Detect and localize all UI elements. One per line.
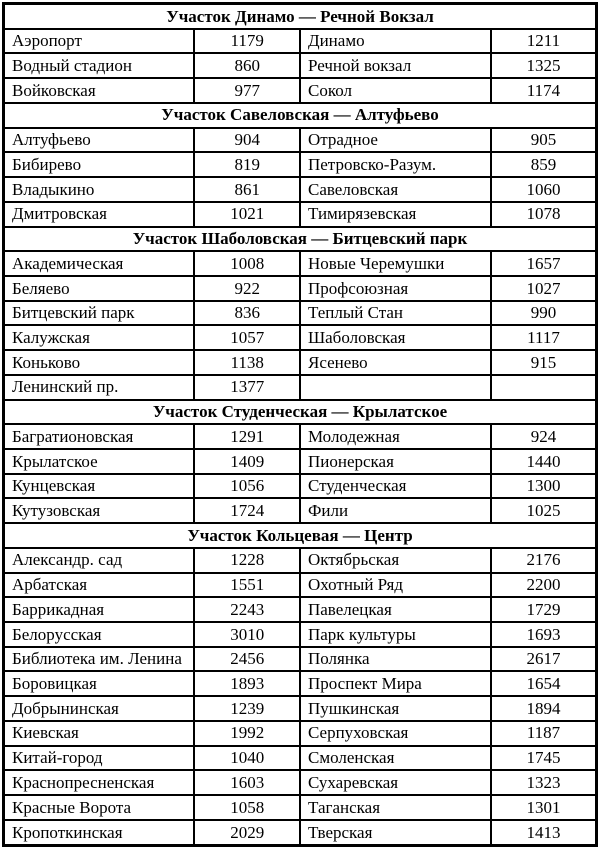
station-name-cell: Савеловская xyxy=(300,177,491,202)
station-row xyxy=(4,53,597,78)
station-name-cell: Дмитровская xyxy=(4,202,195,227)
station-row xyxy=(4,622,597,647)
station-name-cell: Сухаревская xyxy=(300,770,491,795)
passenger-count-cell: 1027 xyxy=(491,276,597,301)
station-row xyxy=(4,696,597,721)
section-header-row xyxy=(4,400,597,425)
station-row xyxy=(4,29,597,54)
passenger-count-cell: 1174 xyxy=(491,78,597,103)
station-row xyxy=(4,202,597,227)
passenger-count-cell: 1239 xyxy=(194,696,300,721)
station-name-cell: Кунцевская xyxy=(4,474,195,499)
passenger-count-cell: 861 xyxy=(194,177,300,202)
station-name-cell: Крылатское xyxy=(4,449,195,474)
station-name-cell: Пионерская xyxy=(300,449,491,474)
station-row xyxy=(4,424,597,449)
station-name-cell: Арбатская xyxy=(4,573,195,598)
passenger-count-cell: 1323 xyxy=(491,770,597,795)
station-name-cell: Таганская xyxy=(300,795,491,820)
passenger-count-cell: 860 xyxy=(194,53,300,78)
station-name-cell: Кутузовская xyxy=(4,498,195,523)
passenger-count-cell: 2617 xyxy=(491,647,597,672)
passenger-count-cell: 977 xyxy=(194,78,300,103)
station-name-cell: Ленинский пр. xyxy=(4,375,195,400)
station-name-cell: Владыкино xyxy=(4,177,195,202)
section-header-row xyxy=(4,4,597,29)
section-header-row xyxy=(4,103,597,128)
passenger-count-cell: 905 xyxy=(491,128,597,153)
station-name-cell: Баррикадная xyxy=(4,597,195,622)
station-row xyxy=(4,375,597,400)
station-name-cell: Кропоткинская xyxy=(4,820,195,846)
station-name-cell: Полянка xyxy=(300,647,491,672)
station-name-cell: Пушкинская xyxy=(300,696,491,721)
station-name-cell: Ясенево xyxy=(300,350,491,375)
passenger-count-cell: 1551 xyxy=(194,573,300,598)
station-name-cell: Тимирязевская xyxy=(300,202,491,227)
station-name-cell: Проспект Мира xyxy=(300,671,491,696)
passenger-count-cell: 1058 xyxy=(194,795,300,820)
station-name-cell: Войковская xyxy=(4,78,195,103)
passenger-count-cell: 1060 xyxy=(491,177,597,202)
section-header-row xyxy=(4,523,597,548)
station-name-cell: Отрадное xyxy=(300,128,491,153)
passenger-count-cell: 1745 xyxy=(491,746,597,771)
passenger-count-cell: 1117 xyxy=(491,325,597,350)
passenger-count-cell: 1228 xyxy=(194,548,300,573)
passenger-count-cell: 1377 xyxy=(194,375,300,400)
passenger-count-cell: 1603 xyxy=(194,770,300,795)
station-row xyxy=(4,721,597,746)
station-row xyxy=(4,671,597,696)
station-name-cell: Шаболовская xyxy=(300,325,491,350)
station-row xyxy=(4,449,597,474)
passenger-count-cell: 2029 xyxy=(194,820,300,846)
station-name-cell: Молодежная xyxy=(300,424,491,449)
passenger-count-cell: 1300 xyxy=(491,474,597,499)
passenger-count-cell: 1654 xyxy=(491,671,597,696)
passenger-count-cell: 1729 xyxy=(491,597,597,622)
passenger-count-cell: 1325 xyxy=(491,53,597,78)
passenger-count-cell: 1040 xyxy=(194,746,300,771)
passenger-count-cell xyxy=(491,375,597,400)
station-row xyxy=(4,498,597,523)
station-row xyxy=(4,251,597,276)
passenger-count-cell: 1440 xyxy=(491,449,597,474)
station-row xyxy=(4,795,597,820)
section-header-row xyxy=(4,227,597,252)
station-name-cell: Академическая xyxy=(4,251,195,276)
station-name-cell: Студенческая xyxy=(300,474,491,499)
station-row xyxy=(4,301,597,326)
passenger-count-cell: 1413 xyxy=(491,820,597,846)
passenger-count-cell: 1021 xyxy=(194,202,300,227)
station-row xyxy=(4,78,597,103)
passenger-count-cell: 1894 xyxy=(491,696,597,721)
station-name-cell: Битцевский парк xyxy=(4,301,195,326)
station-name-cell: Фили xyxy=(300,498,491,523)
passenger-count-cell: 2243 xyxy=(194,597,300,622)
station-name-cell: Добрынинская xyxy=(4,696,195,721)
passenger-count-cell: 1179 xyxy=(194,29,300,54)
passenger-count-cell: 2456 xyxy=(194,647,300,672)
station-row xyxy=(4,350,597,375)
station-name-cell: Парк культуры xyxy=(300,622,491,647)
station-name-cell: Динамо xyxy=(300,29,491,54)
passenger-count-cell: 924 xyxy=(491,424,597,449)
station-name-cell: Краснопресненская xyxy=(4,770,195,795)
passenger-count-cell: 2200 xyxy=(491,573,597,598)
station-name-cell: Библиотека им. Ленина xyxy=(4,647,195,672)
station-name-cell: Новые Черемушки xyxy=(300,251,491,276)
station-row xyxy=(4,597,597,622)
passenger-count-cell: 904 xyxy=(194,128,300,153)
section-title: Участок Кольцевая — Центр xyxy=(4,523,597,548)
station-name-cell: Белорусская xyxy=(4,622,195,647)
station-row xyxy=(4,548,597,573)
passenger-count-cell: 1211 xyxy=(491,29,597,54)
section-title: Участок Савеловская — Алтуфьево xyxy=(4,103,597,128)
station-name-cell: Беляево xyxy=(4,276,195,301)
station-row xyxy=(4,746,597,771)
passenger-count-cell: 819 xyxy=(194,152,300,177)
station-name-cell: Аэропорт xyxy=(4,29,195,54)
station-row xyxy=(4,474,597,499)
passenger-count-cell: 922 xyxy=(194,276,300,301)
station-name-cell: Коньково xyxy=(4,350,195,375)
section-title: Участок Шаболовская — Битцевский парк xyxy=(4,227,597,252)
station-row xyxy=(4,770,597,795)
station-name-cell: Китай-город xyxy=(4,746,195,771)
passenger-count-cell: 1187 xyxy=(491,721,597,746)
station-row xyxy=(4,647,597,672)
passenger-count-cell: 1301 xyxy=(491,795,597,820)
station-name-cell: Водный стадион xyxy=(4,53,195,78)
station-row xyxy=(4,573,597,598)
station-name-cell: Бибирево xyxy=(4,152,195,177)
station-name-cell xyxy=(300,375,491,400)
station-name-cell: Красные Ворота xyxy=(4,795,195,820)
passenger-count-cell: 1138 xyxy=(194,350,300,375)
station-name-cell: Александр. сад xyxy=(4,548,195,573)
stations-table-body xyxy=(4,4,597,846)
passenger-count-cell: 2176 xyxy=(491,548,597,573)
passenger-count-cell: 1693 xyxy=(491,622,597,647)
station-name-cell: Профсоюзная xyxy=(300,276,491,301)
section-title: Участок Динамо — Речной Вокзал xyxy=(4,4,597,29)
station-name-cell: Охотный Ряд xyxy=(300,573,491,598)
stations-table xyxy=(2,2,598,847)
passenger-count-cell: 1893 xyxy=(194,671,300,696)
station-name-cell: Киевская xyxy=(4,721,195,746)
passenger-count-cell: 1291 xyxy=(194,424,300,449)
station-name-cell: Тверская xyxy=(300,820,491,846)
station-name-cell: Багратионовская xyxy=(4,424,195,449)
passenger-count-cell: 859 xyxy=(491,152,597,177)
passenger-count-cell: 1056 xyxy=(194,474,300,499)
passenger-count-cell: 1078 xyxy=(491,202,597,227)
station-name-cell: Смоленская xyxy=(300,746,491,771)
station-name-cell: Теплый Стан xyxy=(300,301,491,326)
passenger-count-cell: 1057 xyxy=(194,325,300,350)
station-row xyxy=(4,128,597,153)
passenger-count-cell: 1657 xyxy=(491,251,597,276)
station-name-cell: Петровско-Разум. xyxy=(300,152,491,177)
station-name-cell: Речной вокзал xyxy=(300,53,491,78)
station-row xyxy=(4,325,597,350)
passenger-count-cell: 1409 xyxy=(194,449,300,474)
passenger-count-cell: 836 xyxy=(194,301,300,326)
station-row xyxy=(4,152,597,177)
station-name-cell: Октябрьская xyxy=(300,548,491,573)
station-name-cell: Серпуховская xyxy=(300,721,491,746)
passenger-count-cell: 3010 xyxy=(194,622,300,647)
passenger-count-cell: 1992 xyxy=(194,721,300,746)
passenger-count-cell: 990 xyxy=(491,301,597,326)
station-name-cell: Алтуфьево xyxy=(4,128,195,153)
section-title: Участок Студенческая — Крылатское xyxy=(4,400,597,425)
station-row xyxy=(4,820,597,846)
station-name-cell: Сокол xyxy=(300,78,491,103)
passenger-count-cell: 1724 xyxy=(194,498,300,523)
passenger-count-cell: 1008 xyxy=(194,251,300,276)
station-name-cell: Боровицкая xyxy=(4,671,195,696)
station-row xyxy=(4,177,597,202)
station-row xyxy=(4,276,597,301)
passenger-count-cell: 915 xyxy=(491,350,597,375)
station-name-cell: Павелецкая xyxy=(300,597,491,622)
station-name-cell: Калужская xyxy=(4,325,195,350)
passenger-count-cell: 1025 xyxy=(491,498,597,523)
